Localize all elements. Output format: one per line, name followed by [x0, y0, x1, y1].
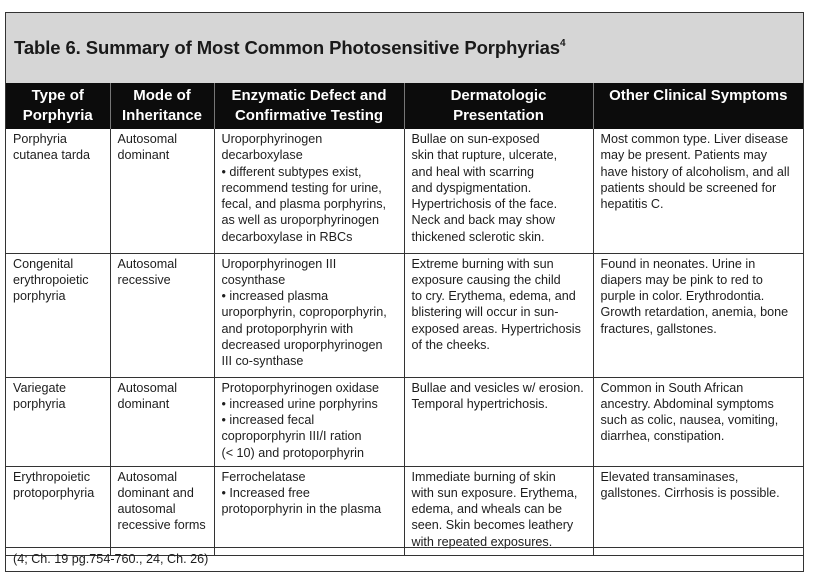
cell-line: may be present. Patients may: [600, 148, 768, 163]
cell-enzymatic-defect: [214, 129, 404, 253]
cell-line: exposed areas. Hypertrichosis: [411, 321, 581, 336]
cell-line: to cry. Erythema, edema, and: [411, 289, 576, 304]
header-mode-of-inheritance: [110, 83, 214, 129]
table-row: [6, 466, 803, 555]
cell-line: have history of alcoholism, and all: [600, 164, 790, 179]
cell-line: Hypertrichosis of the face.: [411, 197, 558, 212]
header-dermatologic-presentation: [404, 83, 593, 129]
header-line: Type of: [31, 87, 84, 104]
table-body: [6, 129, 803, 555]
cell-line: Congenital: [13, 256, 74, 271]
cell-line: coproporphyrin III/I ration: [221, 429, 362, 444]
cell-line: • Increased free: [221, 485, 310, 500]
header-line: Confirmative Testing: [234, 107, 384, 124]
cell-line: Protoporphyrinogen oxidase: [221, 380, 380, 395]
table-title-text: Table 6. Summary of Most Common Photosensitive Porphyrias: [14, 37, 560, 58]
cell-line: recessive forms: [117, 518, 206, 533]
cell-line: • increased plasma: [221, 289, 329, 304]
cell-line: autosomal: [117, 502, 176, 517]
table-row: [6, 253, 803, 377]
header-line: Porphyria: [22, 107, 93, 124]
cell-line: edema, and wheals can be: [411, 502, 563, 517]
cell-line: patients should be screened for: [600, 180, 777, 195]
header-line: Other Clinical Symptoms: [609, 87, 788, 104]
table-footnote: (4; Ch. 19 pg.754-760., 24, Ch. 26): [6, 547, 803, 571]
header-line: Enzymatic Defect and: [231, 87, 387, 104]
cell-enzymatic-defect: [214, 466, 404, 555]
cell-line: Immediate burning of skin: [411, 469, 556, 484]
table-frame: [5, 12, 804, 572]
header-line: Mode of: [133, 87, 191, 104]
cell-line: Autosomal: [117, 132, 178, 146]
cell-enzymatic-defect: [214, 377, 404, 466]
cell-line: Neck and back may show: [411, 213, 555, 228]
cell-line: Autosomal: [117, 256, 178, 271]
table-row: [6, 129, 803, 253]
cell-line: exposure causing the child: [411, 272, 561, 287]
cell-dermatologic-presentation: [404, 377, 593, 466]
cell-line: Autosomal: [117, 380, 178, 395]
cell-line: recessive: [117, 272, 171, 287]
cell-line: • different subtypes exist,: [221, 164, 362, 179]
cell-line: porphyria: [13, 289, 66, 304]
header-other-clinical-symptoms: [593, 83, 803, 129]
cell-line: Growth retardation, anemia, bone: [600, 305, 789, 320]
table-row: [6, 377, 803, 466]
cell-type-of-porphyria: [6, 253, 110, 377]
cell-line: erythropoietic: [13, 272, 89, 287]
cell-line: Most common type. Liver disease: [600, 132, 789, 146]
cell-mode-of-inheritance: [110, 129, 214, 253]
cell-dermatologic-presentation: [404, 129, 593, 253]
cell-line: • increased fecal: [221, 413, 315, 428]
cell-line: recommend testing for urine,: [221, 180, 382, 195]
cell-line: with sun exposure. Erythema,: [411, 485, 578, 500]
header-line: Dermatologic: [450, 87, 547, 104]
cell-line: dominant: [117, 148, 170, 163]
cell-line: thickened sclerotic skin.: [411, 229, 545, 244]
cell-line: blistering will occur in sun-: [411, 305, 559, 320]
cell-dermatologic-presentation: [404, 466, 593, 555]
cell-mode-of-inheritance: [110, 253, 214, 377]
cell-other-clinical-symptoms: [593, 129, 803, 253]
cell-dermatologic-presentation: [404, 253, 593, 377]
cell-line: dominant: [117, 396, 170, 411]
cell-line: and heal with scarring: [411, 164, 535, 179]
cell-line: Variegate: [13, 380, 66, 395]
table-title-bar: [6, 13, 803, 83]
cell-line: with repeated exposures.: [411, 534, 553, 549]
cell-mode-of-inheritance: [110, 377, 214, 466]
cell-line: diarrhea, constipation.: [600, 429, 725, 444]
cell-enzymatic-defect: [214, 253, 404, 377]
cell-line: Uroporphyrinogen: [221, 132, 323, 146]
cell-line: protoporphyrin in the plasma: [221, 502, 382, 517]
cell-line: seen. Skin becomes leathery: [411, 518, 574, 533]
cell-line: and protoporphyrin with: [221, 321, 354, 336]
cell-mode-of-inheritance: [110, 466, 214, 555]
cell-line: diapers may be pink to red to: [600, 272, 763, 287]
cell-line: purple in color. Erythrodontia.: [600, 289, 765, 304]
cell-line: cosynthase: [221, 272, 286, 287]
cell-line: Bullae and vesicles w/ erosion.: [411, 380, 584, 395]
cell-type-of-porphyria: [6, 377, 110, 466]
cell-line: porphyria: [13, 396, 66, 411]
cell-other-clinical-symptoms: [593, 466, 803, 555]
header-line: Presentation: [453, 107, 544, 124]
cell-line: Uroporphyrinogen III: [221, 256, 337, 271]
cell-line: Erythropoietic: [13, 469, 90, 484]
cell-other-clinical-symptoms: [593, 253, 803, 377]
cell-line: Ferrochelatase: [221, 469, 306, 484]
cell-line: Common in South African: [600, 380, 744, 395]
cell-line: hepatitis C.: [600, 197, 664, 212]
cell-line: decarboxylase in RBCs: [221, 229, 353, 244]
cell-line: skin that rupture, ulcerate,: [411, 148, 558, 163]
cell-line: Porphyria: [13, 132, 67, 146]
cell-type-of-porphyria: [6, 466, 110, 555]
table-title: [14, 37, 565, 59]
cell-line: uroporphyrin, coproporphyrin,: [221, 305, 387, 320]
cell-line: • increased urine porphyrins: [221, 396, 378, 411]
cell-line: fecal, and plasma porphyrins,: [221, 197, 387, 212]
cell-line: cutanea tarda: [13, 148, 91, 163]
cell-line: ancestry. Abdominal symptoms: [600, 396, 774, 411]
cell-line: decreased uroporphyrinogen: [221, 337, 383, 352]
cell-line: fractures, gallstones.: [600, 321, 717, 336]
header-enzymatic-defect: [214, 83, 404, 129]
cell-line: Extreme burning with sun: [411, 256, 554, 271]
cell-line: III co-synthase: [221, 354, 304, 369]
header-row: [6, 83, 803, 129]
cell-type-of-porphyria: [6, 129, 110, 253]
table-title-reference: 4: [560, 37, 566, 49]
cell-line: dominant and: [117, 485, 194, 500]
cell-line: gallstones. Cirrhosis is possible.: [600, 485, 780, 500]
header-line: Inheritance: [121, 107, 203, 124]
cell-line: of the cheeks.: [411, 337, 490, 352]
cell-line: such as colic, nausea, vomiting,: [600, 413, 779, 428]
header-type-of-porphyria: [6, 83, 110, 129]
cell-line: as well as uroporphyrinogen: [221, 213, 380, 228]
cell-line: (< 10) and protoporphyrin: [221, 445, 364, 460]
cell-line: Bullae on sun-exposed: [411, 132, 540, 146]
cell-line: Elevated transaminases,: [600, 469, 739, 484]
cell-line: Autosomal: [117, 469, 178, 484]
cell-line: decarboxylase: [221, 148, 303, 163]
cell-line: protoporphyria: [13, 485, 95, 500]
cell-line: Temporal hypertrichosis.: [411, 396, 548, 411]
cell-line: and dyspigmentation.: [411, 180, 532, 195]
cell-line: Found in neonates. Urine in: [600, 256, 756, 271]
porphyria-table: [6, 83, 803, 556]
cell-other-clinical-symptoms: [593, 377, 803, 466]
